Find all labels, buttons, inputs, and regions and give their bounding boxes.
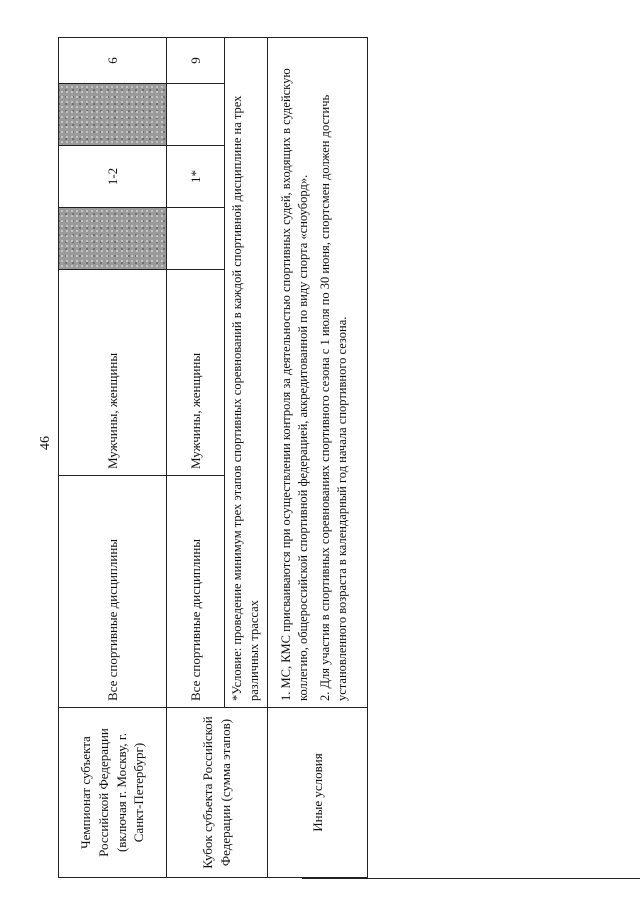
disciplines-cell: Все спортивные дисциплины <box>167 476 225 708</box>
sex-age-cell: Мужчины, женщины <box>59 270 167 476</box>
disciplines-cell: Все спортивные дисциплины <box>59 476 167 708</box>
sex-age-cell: Мужчины, женщины <box>167 270 225 476</box>
other-conditions-cell <box>267 38 367 708</box>
places-cell: 1* <box>167 146 225 208</box>
competition-cell: Кубок субъекта Российской Федерации (сумма этапов) <box>167 708 268 878</box>
condition-item: 2. Для участия в спортивных соревнованиях спортивного сезона с 1 июля по 30 июня, спортсмен должен достичь установленного возраста в календарный год начала спортивного сезона. <box>318 94 350 701</box>
condition-item: 1. МС, КМС присваиваются при осуществлении контроля за деятельностью спортивных судей, входящих в судейскую коллегию, общероссийской спортивной федерацией, аккредитованной по виду спорта «сноуборд». <box>278 68 310 701</box>
shaded-empty-cell <box>59 208 167 270</box>
shaded-empty-cell <box>59 84 167 146</box>
other-conditions-label: Иные условия <box>267 708 367 878</box>
count-cell: 6 <box>59 38 167 84</box>
norms-table <box>58 37 368 878</box>
table-row <box>167 38 225 878</box>
footnote-cell: *Условие: проведение минимум трех этапов спортивных соревнований в каждой спортивной дисциплине на трех различных трассах <box>225 38 268 708</box>
table-row <box>267 38 367 878</box>
empty-cell <box>167 208 225 270</box>
bottom-rule <box>302 878 640 879</box>
competition-cell: Чемпионат субъекта Российской Федерации (включая г. Москву, г. Санкт-Петербург) <box>59 708 167 878</box>
rotated-table-container <box>58 38 368 878</box>
page-number: 46 <box>38 436 53 450</box>
table-row <box>59 38 167 878</box>
empty-cell <box>167 84 225 146</box>
places-cell: 1-2 <box>59 146 167 208</box>
count-cell: 9 <box>167 38 225 84</box>
